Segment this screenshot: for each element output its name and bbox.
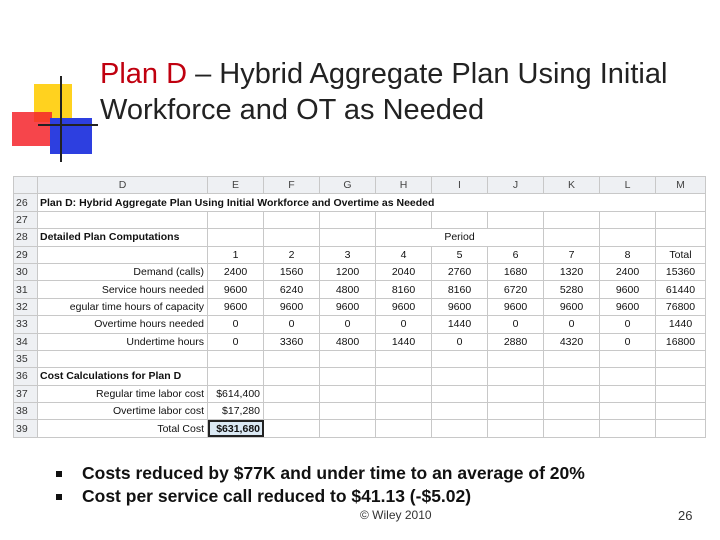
cell[interactable] (320, 420, 376, 437)
cell[interactable] (488, 350, 544, 367)
cell[interactable] (264, 229, 320, 246)
cell[interactable]: 0 (488, 316, 544, 333)
cell[interactable] (600, 350, 656, 367)
period-number[interactable]: 5 (432, 246, 488, 263)
cell[interactable] (544, 229, 600, 246)
cell[interactable] (544, 385, 600, 402)
cell[interactable] (208, 229, 264, 246)
cell[interactable]: 4320 (544, 333, 600, 350)
title-accent: Plan D (100, 58, 188, 90)
total-cost-value[interactable]: $631,680 (208, 420, 264, 437)
row-number[interactable]: 26 (14, 194, 38, 211)
cell[interactable] (488, 420, 544, 437)
cell[interactable] (432, 350, 488, 367)
column-header[interactable]: E (208, 177, 264, 194)
cell[interactable]: 9600 (432, 298, 488, 315)
cell[interactable]: 2760 (432, 263, 488, 280)
cell[interactable] (600, 420, 656, 437)
cell[interactable]: 6240 (264, 281, 320, 298)
cell[interactable] (320, 229, 376, 246)
bullet-item (52, 485, 585, 508)
table-row (14, 403, 706, 420)
cell[interactable] (376, 211, 432, 228)
cell[interactable] (600, 385, 656, 402)
total-header[interactable]: Total (656, 246, 706, 263)
cell[interactable] (320, 211, 376, 228)
cell[interactable] (544, 211, 600, 228)
row-number[interactable]: 31 (14, 281, 38, 298)
table-row (14, 246, 706, 263)
cost-value[interactable]: $614,400 (208, 385, 264, 402)
period-number[interactable]: 6 (488, 246, 544, 263)
column-header[interactable]: G (320, 177, 376, 194)
cell[interactable]: 1440 (376, 333, 432, 350)
column-header[interactable]: L (600, 177, 656, 194)
period-number[interactable]: 8 (600, 246, 656, 263)
row-number[interactable]: 27 (14, 211, 38, 228)
cell[interactable]: 3360 (264, 333, 320, 350)
row-label[interactable]: Regular time labor cost (38, 385, 208, 402)
table-row (14, 385, 706, 402)
cell[interactable] (376, 403, 432, 420)
column-header[interactable]: K (544, 177, 600, 194)
cell[interactable]: 4800 (320, 281, 376, 298)
cell[interactable] (656, 420, 706, 437)
column-header[interactable]: D (38, 177, 208, 194)
sheet-heading[interactable]: Plan D: Hybrid Aggregate Plan Using Initial Workforce and Overtime as Needed (38, 194, 706, 211)
row-number[interactable]: 38 (14, 403, 38, 420)
column-header[interactable]: F (264, 177, 320, 194)
cell[interactable]: 1440 (656, 316, 706, 333)
cell[interactable]: 9600 (320, 298, 376, 315)
cell[interactable]: 0 (264, 316, 320, 333)
row-number[interactable]: 29 (14, 246, 38, 263)
cell[interactable]: 1200 (320, 263, 376, 280)
table-row (14, 298, 706, 315)
square-bullet-icon (56, 471, 62, 477)
cell[interactable] (488, 403, 544, 420)
column-header[interactable] (14, 177, 38, 194)
row-label[interactable]: Overtime hours needed (38, 316, 208, 333)
cell[interactable]: 0 (544, 316, 600, 333)
table-row (14, 316, 706, 333)
cell[interactable] (656, 368, 706, 385)
cell[interactable] (264, 211, 320, 228)
cell[interactable] (544, 368, 600, 385)
cell[interactable] (208, 211, 264, 228)
cell[interactable] (488, 385, 544, 402)
row-number[interactable]: 28 (14, 229, 38, 246)
bullet-text: Cost per service call reduced to $41.13 (-$5.02) (82, 486, 472, 506)
row-number[interactable]: 37 (14, 385, 38, 402)
cell[interactable]: 9600 (488, 298, 544, 315)
cell[interactable] (544, 350, 600, 367)
cell[interactable]: 1320 (544, 263, 600, 280)
cell[interactable]: 1680 (488, 263, 544, 280)
cell[interactable] (656, 350, 706, 367)
logo-vertical-line (60, 76, 62, 162)
row-label[interactable]: Undertime hours (38, 333, 208, 350)
table-row (14, 368, 706, 385)
table-row (14, 281, 706, 298)
table-row (14, 229, 706, 246)
cell[interactable] (208, 350, 264, 367)
cell[interactable]: 2400 (208, 263, 264, 280)
cell[interactable] (264, 403, 320, 420)
column-header[interactable]: I (432, 177, 488, 194)
table-row (14, 194, 706, 211)
cell[interactable] (600, 211, 656, 228)
cell[interactable] (544, 403, 600, 420)
square-bullet-icon (56, 494, 62, 500)
cell[interactable]: 1560 (264, 263, 320, 280)
cell[interactable]: 6720 (488, 281, 544, 298)
row-label[interactable]: Overtime labor cost (38, 403, 208, 420)
cell[interactable] (376, 385, 432, 402)
cell[interactable] (432, 403, 488, 420)
cell[interactable]: 9600 (544, 298, 600, 315)
cell[interactable] (600, 368, 656, 385)
cell[interactable] (38, 350, 208, 367)
period-number[interactable]: 3 (320, 246, 376, 263)
cell[interactable] (488, 368, 544, 385)
cell[interactable]: 0 (600, 316, 656, 333)
cell[interactable] (376, 420, 432, 437)
logo-red-square (12, 112, 52, 146)
row-number[interactable]: 30 (14, 263, 38, 280)
logo-horizontal-line (38, 124, 98, 126)
cell[interactable] (376, 368, 432, 385)
cell[interactable]: 9600 (376, 298, 432, 315)
period-number[interactable]: 4 (376, 246, 432, 263)
cell[interactable] (432, 211, 488, 228)
cell[interactable]: 9600 (208, 281, 264, 298)
cell[interactable]: 2880 (488, 333, 544, 350)
cell[interactable] (208, 368, 264, 385)
cell[interactable]: 8160 (376, 281, 432, 298)
cell[interactable] (488, 211, 544, 228)
cell[interactable]: 2400 (600, 263, 656, 280)
table-row (14, 350, 706, 367)
cell[interactable] (656, 211, 706, 228)
cell[interactable] (38, 246, 208, 263)
period-number[interactable]: 2 (264, 246, 320, 263)
cell[interactable] (376, 350, 432, 367)
row-number[interactable]: 32 (14, 298, 38, 315)
cell[interactable]: 0 (208, 316, 264, 333)
cell[interactable] (600, 403, 656, 420)
cell[interactable]: 0 (376, 316, 432, 333)
cell[interactable] (320, 403, 376, 420)
cell[interactable] (320, 350, 376, 367)
cell[interactable]: 9600 (208, 298, 264, 315)
table-row (14, 333, 706, 350)
cell[interactable]: 16800 (656, 333, 706, 350)
cell[interactable] (320, 385, 376, 402)
section-heading[interactable]: Detailed Plan Computations (38, 229, 208, 246)
row-label[interactable]: egular time hours of capacity (38, 298, 208, 315)
cost-value[interactable]: $17,280 (208, 403, 264, 420)
cell[interactable]: 5280 (544, 281, 600, 298)
period-header[interactable]: Period (376, 229, 544, 246)
cell[interactable] (656, 403, 706, 420)
cell[interactable] (264, 385, 320, 402)
cell[interactable]: 9600 (264, 298, 320, 315)
column-header-row (14, 177, 706, 194)
row-number[interactable]: 36 (14, 368, 38, 385)
row-number[interactable]: 39 (14, 420, 38, 437)
column-header[interactable]: M (656, 177, 706, 194)
cell[interactable] (264, 350, 320, 367)
page-number: 26 (678, 508, 693, 523)
bullet-item (52, 462, 585, 485)
cell[interactable]: 0 (320, 316, 376, 333)
cell[interactable]: 0 (432, 333, 488, 350)
cell[interactable] (320, 368, 376, 385)
cell[interactable]: 76800 (656, 298, 706, 315)
copyright-footer: © Wiley 2010 (360, 508, 432, 522)
cell[interactable]: 15360 (656, 263, 706, 280)
column-header[interactable]: H (376, 177, 432, 194)
cell[interactable]: 8160 (432, 281, 488, 298)
cell[interactable]: 61440 (656, 281, 706, 298)
column-header[interactable]: J (488, 177, 544, 194)
bullet-text: Costs reduced by $77K and under time to an average of 20% (82, 463, 585, 483)
cell[interactable] (264, 420, 320, 437)
spreadsheet (13, 176, 706, 438)
table-row (14, 420, 706, 437)
cell[interactable] (544, 420, 600, 437)
cell[interactable] (432, 385, 488, 402)
row-label[interactable]: Demand (calls) (38, 263, 208, 280)
cell[interactable]: 1440 (432, 316, 488, 333)
table-row (14, 263, 706, 280)
row-label[interactable]: Service hours needed (38, 281, 208, 298)
period-number[interactable]: 7 (544, 246, 600, 263)
bullet-list (52, 462, 585, 508)
slide-title (100, 56, 700, 128)
cell[interactable] (432, 368, 488, 385)
cell[interactable] (264, 368, 320, 385)
cell[interactable] (600, 229, 656, 246)
cell[interactable] (656, 229, 706, 246)
period-number[interactable]: 1 (208, 246, 264, 263)
table-row (14, 211, 706, 228)
cell[interactable]: 9600 (600, 281, 656, 298)
row-number[interactable]: 35 (14, 350, 38, 367)
row-number[interactable]: 33 (14, 316, 38, 333)
title-rest: – Hybrid Aggregate Plan Using Initial Workforce and OT as Needed (100, 58, 668, 126)
cell[interactable]: 0 (208, 333, 264, 350)
cell[interactable] (38, 211, 208, 228)
cell[interactable] (656, 385, 706, 402)
row-label[interactable]: Total Cost (38, 420, 208, 437)
cell[interactable]: 2040 (376, 263, 432, 280)
cell[interactable] (432, 420, 488, 437)
cell[interactable]: 9600 (600, 298, 656, 315)
section-heading[interactable]: Cost Calculations for Plan D (38, 368, 208, 385)
cell[interactable]: 0 (600, 333, 656, 350)
row-number[interactable]: 34 (14, 333, 38, 350)
cell[interactable]: 4800 (320, 333, 376, 350)
